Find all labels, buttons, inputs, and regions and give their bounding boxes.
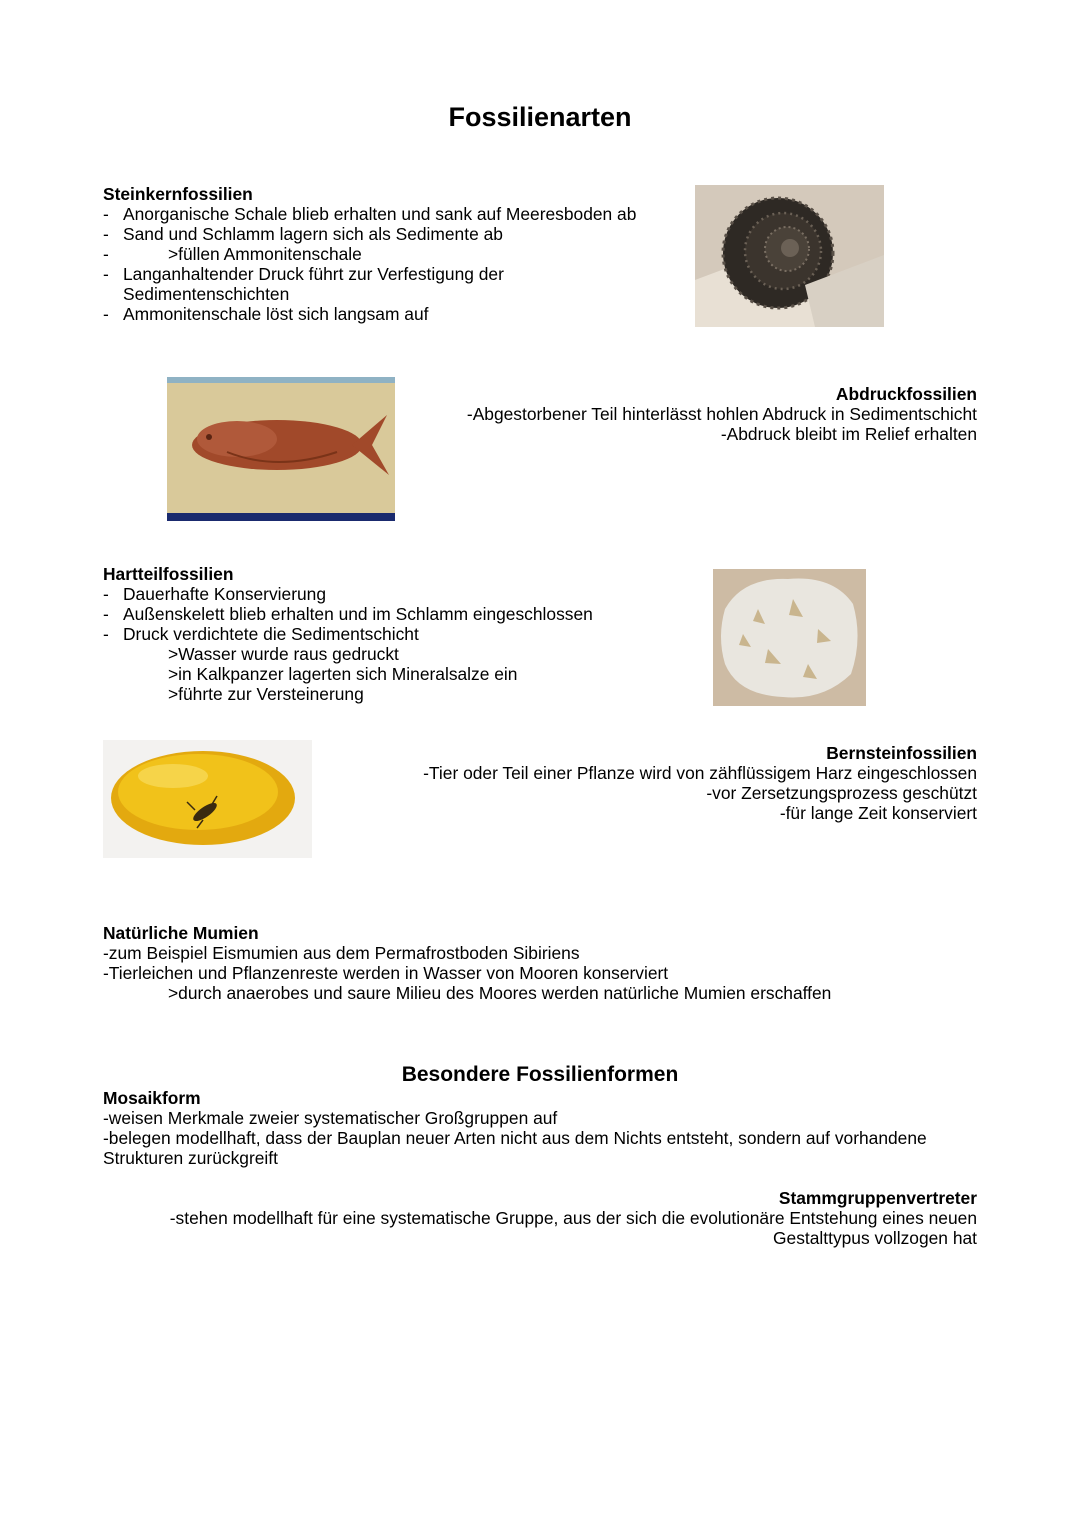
hartteil-heading: Hartteilfossilien	[103, 564, 234, 584]
section-stamm	[127, 1188, 977, 1248]
section-subtitle: Besondere Fossilienformen	[401, 1063, 679, 1086]
list-item: - Druck verdichtete die Sedimentschicht	[103, 624, 663, 644]
bernstein-line: -vor Zersetzungsprozess geschützt	[706, 783, 977, 803]
mumien-line: -Tierleichen und Pflanzenreste werden in Wasser von Mooren konserviert	[103, 963, 669, 983]
section-hartteil	[103, 564, 663, 704]
sub-item: >in Kalkpanzer lagerten sich Mineralsalze ein	[168, 664, 518, 684]
bernstein-line: -Tier oder Teil einer Pflanze wird von zähflüssigem Harz eingeschlossen	[423, 763, 977, 783]
mumien-line: -zum Beispiel Eismumien aus dem Permafrostboden Sibiriens	[103, 943, 580, 963]
list-item: - Langanhaltender Druck führt zur Verfestigung der Sedimentenschichten	[103, 264, 543, 304]
abdruck-heading: Abdruckfossilien	[835, 384, 977, 404]
hardpart-fossil-image	[713, 569, 866, 706]
mosaik-line: -weisen Merkmale zweier systematischer Großgruppen auf	[103, 1108, 558, 1128]
fish-fossil-image	[167, 377, 395, 521]
abdruck-line: -Abgestorbener Teil hinterlässt hohlen Abdruck in Sedimentschicht	[466, 404, 977, 424]
mosaik-line: -belegen modellhaft, dass der Bauplan neuer Arten nicht aus dem Nichts entsteht, sondern auf vorhandene Strukturen zurückgreift	[103, 1128, 927, 1168]
section-mosaik	[103, 1088, 977, 1168]
section-mumien	[103, 923, 963, 1003]
mumien-sub: >durch anaerobes und saure Milieu des Moores werden natürliche Mumien erschaffen	[168, 983, 832, 1003]
steinkern-heading: Steinkernfossilien	[103, 184, 253, 204]
list-item: - >füllen Ammonitenschale	[103, 244, 683, 264]
ammonite-image	[695, 185, 884, 327]
bernstein-heading: Bernsteinfossilien	[826, 743, 977, 763]
section-steinkern	[103, 184, 683, 324]
list-item: - Außenskelett blieb erhalten und im Schlamm eingeschlossen	[103, 604, 663, 624]
section-bernstein	[377, 743, 977, 823]
stamm-line: -stehen modellhaft für eine systematische Gruppe, aus der sich die evolutionäre Entstehung eines neuen Gestalttypus vollzogen hat	[169, 1208, 977, 1248]
sub-item: >führte zur Versteinerung	[168, 684, 364, 704]
section-abdruck	[417, 384, 977, 444]
abdruck-line: -Abdruck bleibt im Relief erhalten	[720, 424, 977, 444]
page-title: Fossilienarten	[448, 102, 632, 132]
amber-image	[103, 740, 312, 858]
list-item: - Sand und Schlamm lagern sich als Sedimente ab	[103, 224, 683, 244]
stamm-heading: Stammgruppenvertreter	[778, 1188, 977, 1208]
mosaik-heading: Mosaikform	[103, 1088, 201, 1108]
sub-item: >Wasser wurde raus gedruckt	[168, 644, 399, 664]
list-item: - Ammonitenschale löst sich langsam auf	[103, 304, 683, 324]
mumien-heading: Natürliche Mumien	[103, 923, 259, 943]
list-item: - Dauerhafte Konservierung	[103, 584, 663, 604]
list-item: - Anorganische Schale blieb erhalten und sank auf Meeresboden ab	[103, 204, 683, 224]
bernstein-line: -für lange Zeit konserviert	[779, 803, 977, 823]
